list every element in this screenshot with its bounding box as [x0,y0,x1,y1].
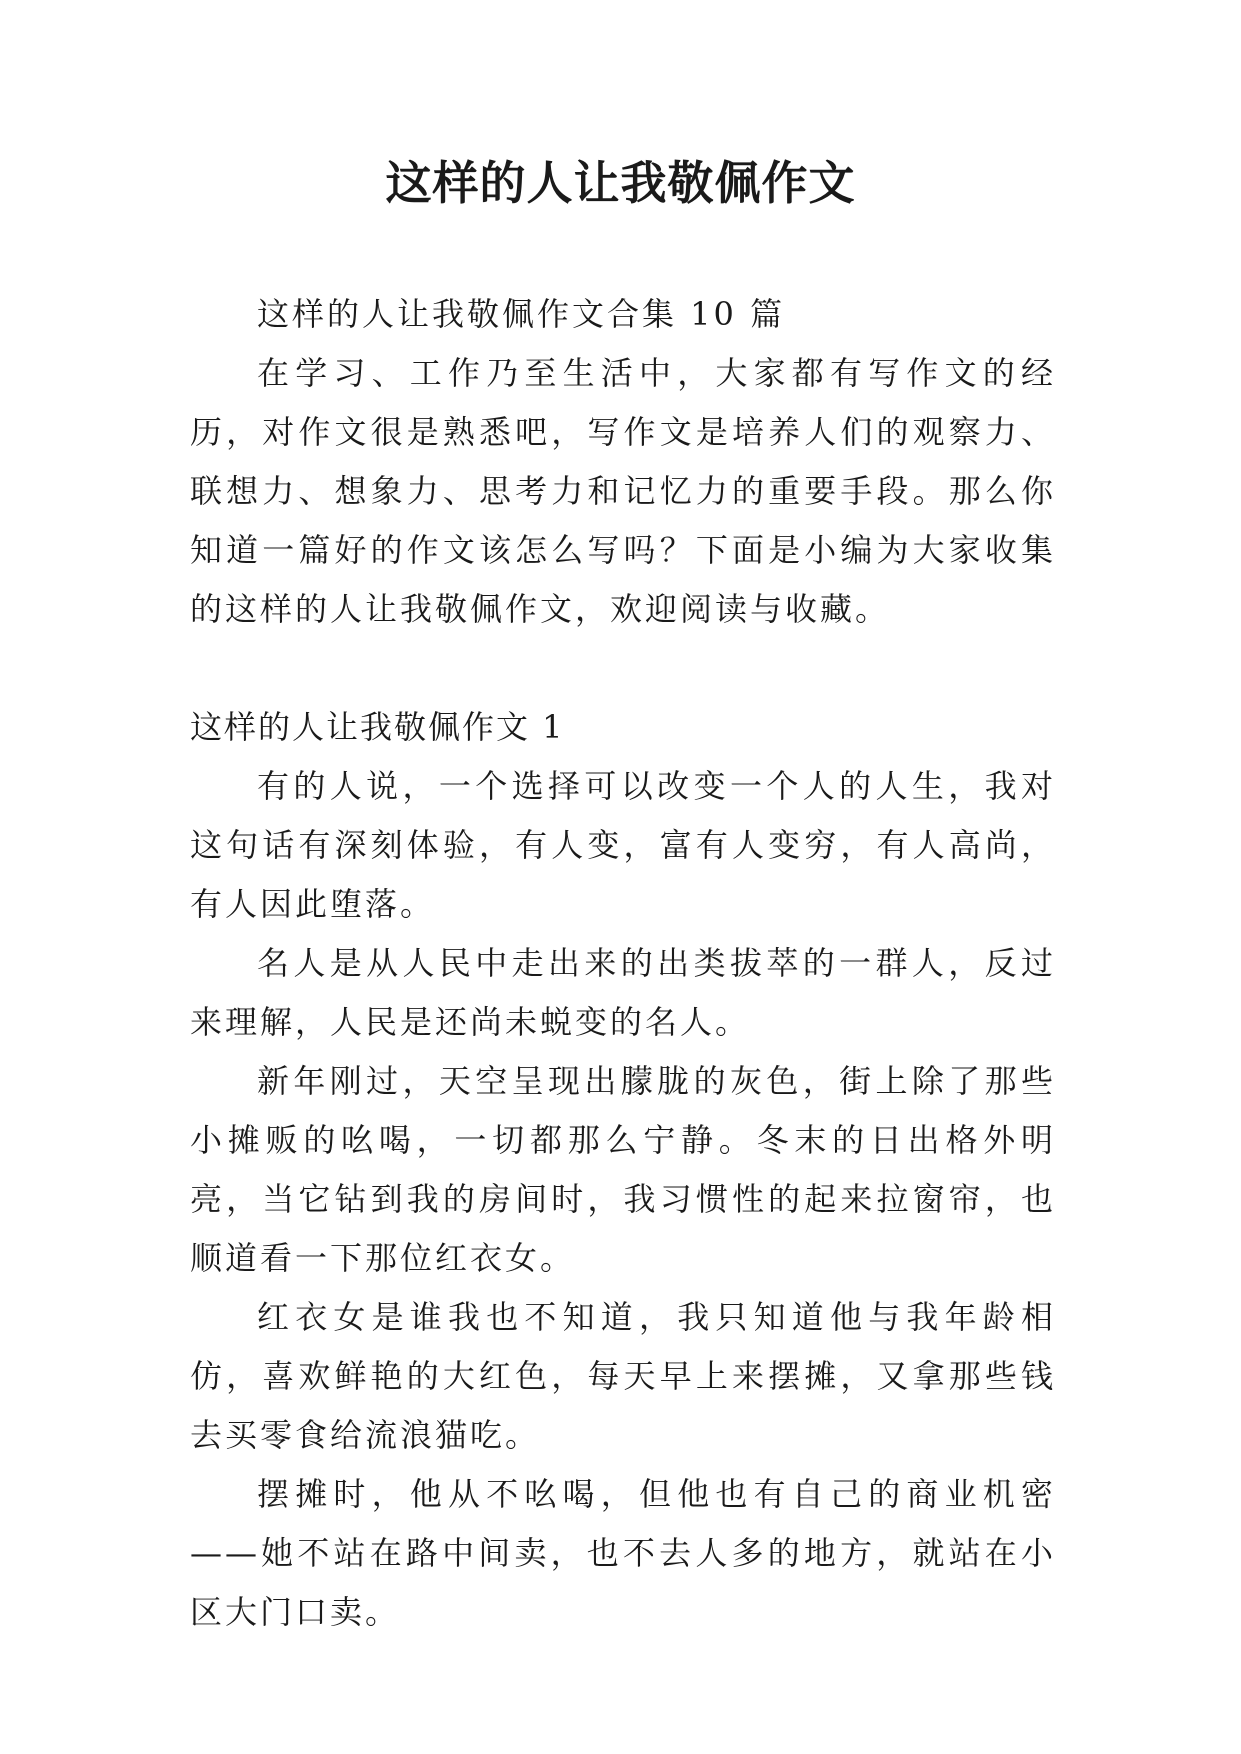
intro-paragraph: 在学习、工作乃至生活中，大家都有写作文的经历，对作文很是熟悉吧，写作文是培养人们的观察力、联想力、想象力、思考力和记忆力的重要手段。那么你知道一篇好的作文该怎么写吗？下面是小编为大家收集的这样的人让我敬佩作文，欢迎阅读与收藏。 [190,354,1056,628]
section-spacer [190,639,1056,698]
document-body [190,285,1056,1642]
paragraph-1: 有的人说，一个选择可以改变一个人的人生，我对这句话有深刻体验，有人变，富有人变穷，有人高尚，有人因此堕落。 [190,767,1056,923]
paragraph-5: 摆摊时，他从不吆喝，但他也有自己的商业机密——她不站在路中间卖，也不去人多的地方，就站在小区大门口卖。 [190,1475,1056,1631]
paragraph-4: 红衣女是谁我也不知道，我只知道他与我年龄相仿，喜欢鲜艳的大红色，每天早上来摆摊，又拿那些钱去买零食给流浪猫吃。 [190,1298,1056,1454]
page-title: 这样的人让我敬佩作文 [385,156,856,210]
paragraph-2: 名人是从人民中走出来的出类拔萃的一群人，反过来理解，人民是还尚未蜕变的名人。 [190,944,1056,1041]
section-heading: 这样的人让我敬佩作文 1 [190,708,565,746]
subtitle: 这样的人让我敬佩作文合集 10 篇 [257,295,786,333]
paragraph-3: 新年刚过，天空呈现出朦胧的灰色，街上除了那些小摊贩的吆喝，一切都那么宁静。冬末的日出格外明亮，当它钻到我的房间时，我习惯性的起来拉窗帘，也顺道看一下那位红衣女。 [190,1062,1056,1277]
